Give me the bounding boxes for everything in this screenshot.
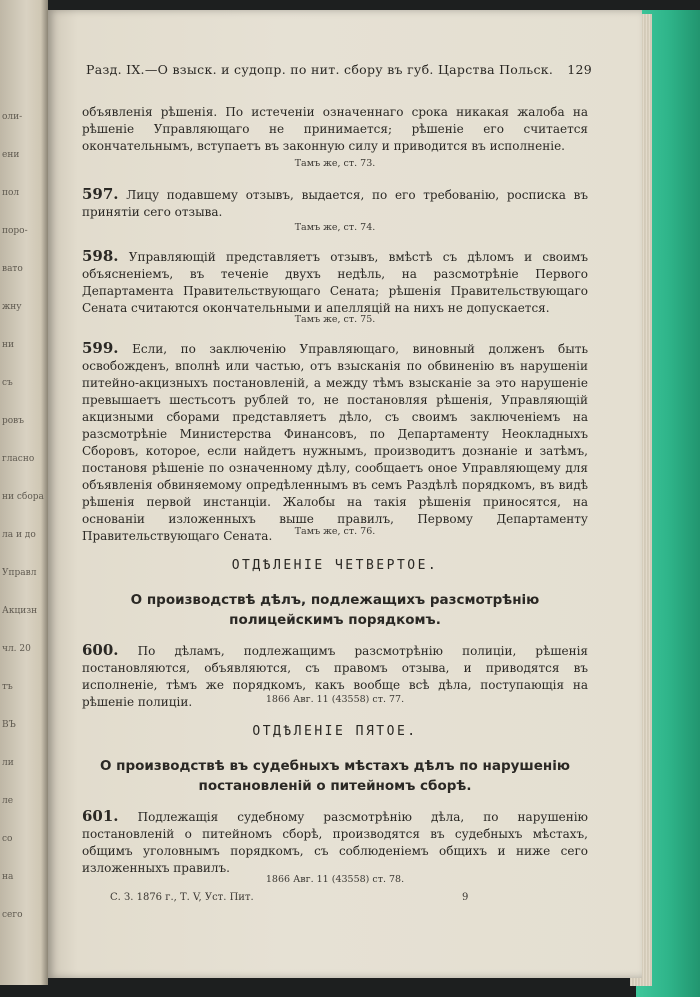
article-number: 597. bbox=[82, 185, 119, 203]
left-page-fragment: оли- bbox=[2, 112, 23, 122]
article-text: Подлежащія судебному разсмотрѣнію дѣла, по нарушенію постановленій о питейномъ сборѣ, производятся въ судебныхъ мѣстахъ, общимъ уголовнымъ порядкомъ, съ соблюденіемъ общихъ и ниже сего изложенныхъ правилъ. bbox=[82, 810, 588, 875]
left-page-fragment: ла и до bbox=[2, 530, 36, 540]
left-page-fragment: ни bbox=[2, 340, 14, 350]
article-text: По дѣламъ, подлежащимъ разсмотрѣнію полиціи, рѣшенія постановляются, объявляются, съ правомъ отзыва, и приводятся въ исполненіе, тѣмъ же порядкомъ, какъ вообще всѣ дѣла, поступающія на рѣшеніе полиціи. bbox=[82, 644, 588, 709]
page-number: 129 bbox=[567, 62, 592, 77]
left-page-fragment: пол bbox=[2, 188, 20, 198]
paragraph-text: объявленія рѣшенія. По истеченіи означеннаго срока никакая жалоба на рѣшеніе Управляющаго не принимается; рѣшеніе его считается окончательнымъ, вступаетъ въ законную силу и приводится въ исполненіе. bbox=[82, 105, 588, 153]
section-subheading: О производствѣ дѣлъ, подлежащихъ разсмотрѣнію полицейскимъ порядкомъ. bbox=[130, 592, 540, 628]
article-number: 599. bbox=[82, 339, 119, 357]
citation: Тамъ же, ст. 74. bbox=[294, 222, 376, 233]
article-number: 600. bbox=[82, 641, 119, 659]
book-page bbox=[48, 10, 642, 978]
left-page-fragment: ли bbox=[2, 758, 14, 768]
article-text: Если, по заключенію Управляющаго, виновный долженъ быть освобожденъ, вполнѣ или частью, отъ взысканія по обвиненію въ нарушеніи питейно-акцизныхъ постановленій, а между тѣмъ взысканіе за это нарушеніе превышаетъ шестьсотъ рублей то, не постановляя рѣшенія, Управляющій акцизными сборами представляетъ дѣло, съ своимъ заключеніемъ на разсмотрѣніе Министерства Финансовъ, по Департаменту Неокладныхъ Сборовъ, которое, если найдетъ нужнымъ, производитъ дознаніе и затѣмъ, постановя рѣшеніе по означенному дѣлу, сообщаетъ оное Управляющему для объявленія обвиняемому опредѣленнымъ въ семъ Раздѣлѣ порядкомъ, въ видѣ рѣшенія первой инстанціи. Жалобы на такія рѣшенія приносятся, на основаніи изложенныхъ выше правилъ, Первому Департаменту Правительствующаго Сената. bbox=[82, 342, 588, 543]
running-head-text: Разд. IX.—О взыск. и судопр. по нит. сбору въ губ. Царства Польск. bbox=[86, 62, 554, 77]
signature-number: 9 bbox=[462, 892, 469, 903]
section-heading-fourth: ОТДѢЛЕНІЕ ЧЕТВЕРТОЕ. bbox=[231, 558, 439, 573]
article-598 bbox=[82, 248, 588, 317]
left-page-fragment: поро- bbox=[2, 226, 28, 236]
left-page-fragment: ВЪ bbox=[2, 720, 16, 730]
section-subheading: О производствѣ въ судебныхъ мѣстахъ дѣлъ по нарушенію постановленій о питейномъ сборѣ. bbox=[99, 758, 571, 794]
citation: Тамъ же, ст. 75. bbox=[294, 314, 376, 325]
signature-mark: С. З. 1876 г., Т. V, Уст. Пит. bbox=[110, 892, 254, 903]
left-page-fragment: ровъ bbox=[2, 416, 24, 426]
left-page-fragment: ени bbox=[2, 150, 20, 160]
left-page-fragment: жну bbox=[2, 302, 22, 312]
running-head bbox=[86, 62, 592, 77]
article-text: Лицу подавшему отзывъ, выдается, по его требованію, росписка въ принятіи сего отзыва. bbox=[82, 188, 588, 219]
article-number: 601. bbox=[82, 807, 119, 825]
article-597 bbox=[82, 186, 588, 221]
paragraph-continued bbox=[82, 104, 588, 155]
left-page-fragment: ни сбора bbox=[2, 492, 44, 502]
citation: Тамъ же, ст. 73. bbox=[294, 158, 376, 169]
left-page-fragment: Управл bbox=[2, 568, 37, 578]
article-601 bbox=[82, 808, 588, 877]
left-page-fragment: гласно bbox=[2, 454, 35, 464]
left-page-fragment: тъ bbox=[2, 682, 13, 692]
left-page-fragment: ле bbox=[2, 796, 14, 806]
section-heading-fifth: ОТДѢЛЕНІЕ ПЯТОЕ. bbox=[252, 724, 418, 739]
article-number: 598. bbox=[82, 247, 119, 265]
left-page-fragment: съ bbox=[2, 378, 13, 388]
article-text: Управляющій представляетъ отзывъ, вмѣстѣ съ дѣломъ и своимъ объясненіемъ, въ теченіе двухъ недѣль, на разсмотрѣніе Первого Департамента Правительствующаго Сената; рѣшенія Правительствующаго Сената считаются окончательными и апелляцій на нихъ не допускается. bbox=[82, 250, 588, 315]
article-599 bbox=[82, 340, 588, 545]
left-page-fragment: сего bbox=[2, 910, 23, 920]
left-page-fragment: вато bbox=[2, 264, 23, 274]
left-page-fragment: Акцизн bbox=[2, 606, 38, 616]
left-page-fragment: чл. 20 bbox=[2, 644, 31, 654]
citation: 1866 Авг. 11 (43558) ст. 77. bbox=[265, 694, 405, 705]
citation: Тамъ же, ст. 76. bbox=[294, 526, 376, 537]
citation: 1866 Авг. 11 (43558) ст. 78. bbox=[265, 874, 405, 885]
left-page bbox=[0, 0, 48, 985]
left-page-fragment: на bbox=[2, 872, 14, 882]
left-page-fragment: со bbox=[2, 834, 13, 844]
